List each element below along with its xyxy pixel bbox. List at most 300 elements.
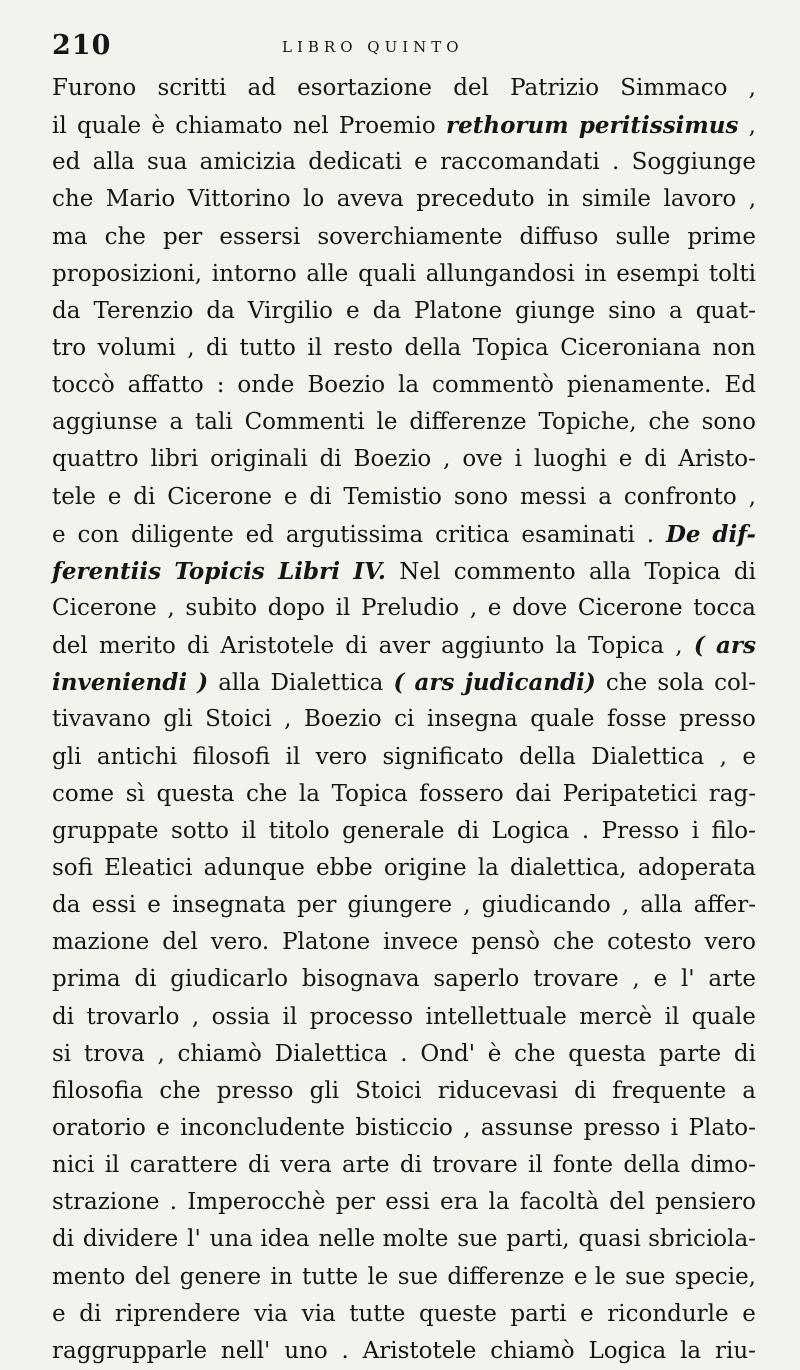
word: tutte [349,1300,406,1327]
word: merito [98,633,176,660]
word: dialettica, [510,854,627,881]
word: di [733,1040,756,1067]
word: il [52,113,67,140]
word: come [52,780,115,807]
word: era [440,1189,479,1216]
word: Dialettica [274,1040,388,1067]
text-line [52,330,756,367]
word: del [453,75,489,101]
word: differenze [409,409,527,436]
word: Cicerone [167,483,272,510]
word: e [742,743,756,770]
word: non [712,334,756,361]
word: Commenti [244,409,365,436]
word: adoperata [637,854,756,881]
word: ebbe [316,854,373,881]
word: Mario [105,186,176,213]
word: e le [573,1263,616,1290]
word: giungere [347,892,453,919]
word: e [580,1300,594,1327]
word: e [156,1114,170,1141]
text-line [52,776,756,813]
word: di [134,966,157,993]
word: Stoici [355,1077,422,1104]
word: le [367,1263,389,1290]
word: pensò [471,929,541,956]
word: le [376,409,398,436]
word: rag- [708,780,756,807]
word: , [157,1040,165,1067]
word: di [399,1152,422,1179]
word: fossero [419,780,504,807]
word: dove [512,594,568,621]
word: uno [284,1337,328,1364]
word: Virgilio [247,297,333,324]
word: pienamente. [566,372,712,399]
word: alla [92,149,135,176]
running-title: LIBRO QUINTO [282,38,464,56]
word: il [307,334,323,361]
word: generale [342,817,445,844]
word: del [609,1189,645,1216]
word: prime [687,223,756,250]
word: la [680,1337,702,1364]
word: Ond' [420,1040,476,1067]
word: , [748,75,756,101]
word: gli [309,1077,340,1104]
word: strazione [52,1189,160,1216]
word: presso [583,1114,661,1141]
word: Logica [588,1337,667,1364]
word: essersi [219,223,301,250]
word: Platone [282,929,371,956]
word: essi [385,1189,430,1216]
text-line [52,219,756,256]
word: , [463,892,471,919]
text-line [52,404,756,441]
word: Aristotele [220,633,335,660]
word: raccomandati [440,149,600,176]
word: che [52,186,94,213]
word: tolti [708,260,756,287]
word: titolo [268,817,330,844]
word: saperlo [433,966,520,993]
word: sue [457,1226,498,1253]
word: una idea [209,1226,310,1253]
word: il [664,1003,680,1030]
word: queste [419,1300,497,1327]
word: via [301,1300,336,1327]
word: Presso [601,817,680,844]
word: preceduto [416,186,535,213]
word: dedicati [308,149,402,176]
word: dif- [712,520,756,548]
word: inveniendi [52,669,188,697]
word: Topica [472,334,549,361]
word: riu- [714,1337,756,1364]
word: presso [216,1077,294,1104]
word: per [297,892,337,919]
word: assunse [480,1114,574,1141]
word: Topica [587,633,665,660]
word: Topiche, [538,409,637,436]
word: e [345,297,360,324]
word: Peripatetici [562,780,698,807]
word: Logica [491,817,570,844]
word: origine [383,854,467,881]
word: . [400,1040,408,1067]
word: di [733,558,756,585]
word: in [270,1263,293,1290]
word: Cicerone [52,594,157,621]
word: libri [150,446,199,473]
word: Preludio [360,594,460,621]
word: trovare [533,966,619,993]
word: Topica [331,780,408,807]
word: la [298,780,320,807]
word: in [584,260,607,287]
text-line [52,1259,756,1296]
word: quattro [52,446,139,473]
word: giudicando [481,892,611,919]
word: argutissima [285,521,424,548]
word: invece [383,929,459,956]
text-line [52,1073,756,1110]
word: vero [315,743,368,770]
word: fonte [553,1152,614,1179]
word: di [52,1226,75,1253]
text-line [52,256,756,293]
word: lo [303,186,325,213]
text-line [52,813,756,850]
word: . [646,521,655,548]
word: e [742,1300,756,1327]
word: facoltà [519,1189,600,1216]
word: la [398,372,420,399]
word: trovare [432,1152,518,1179]
word: via [253,1300,288,1327]
word: tocca [693,594,756,621]
text-line [52,627,756,664]
word: l' [680,966,695,993]
word: Proemio [338,113,436,140]
word: di [457,817,480,844]
word: la [477,854,499,881]
word: filo- [711,817,756,844]
word: che [605,670,648,697]
word: Furono [52,75,137,101]
word: dopo [267,594,325,621]
word: del [52,633,88,660]
word: sua [147,149,188,176]
word: di [319,446,342,473]
word: vero. [210,929,270,956]
word: , [675,633,683,660]
word: arte [708,966,756,993]
word: filosofia [52,1077,144,1104]
word: tivavano [52,706,151,733]
word: Soggiunge [631,149,756,176]
word: a [169,409,184,436]
word: giunge [515,297,596,324]
word: ossia [211,1003,271,1030]
word: Vittorino [187,186,291,213]
word: di [133,483,156,510]
word: , [191,1003,200,1030]
word: tutto [239,334,296,361]
text-line [52,516,756,553]
word: significato [382,743,504,770]
word: in [547,186,570,213]
word: fosse [607,706,667,733]
word: Imperocchè [187,1189,326,1216]
word: Dialettica [270,670,384,697]
word: allungandosi [425,260,575,287]
word: che [159,1077,201,1104]
word: aveva [336,186,404,213]
word: ma [52,223,88,250]
word: a [742,1077,756,1104]
word: toccò [52,372,115,399]
word: trova [83,1040,145,1067]
word: sue [625,1263,666,1290]
word: dai [515,780,552,807]
word: , [621,892,630,919]
word: sue [397,1263,438,1290]
word: giudicarlo [170,966,289,993]
word: Ed [724,372,756,399]
text-line [52,961,756,998]
word: il [527,1152,543,1179]
word: alla [640,892,683,919]
word: esempi [616,260,700,287]
word: Boezio [353,446,432,473]
word: Dialettica [591,743,705,770]
word: esortazione [297,75,433,101]
word: nell' [220,1337,271,1364]
word: chiamò [177,1040,262,1067]
word: col- [714,670,756,697]
word: ad [247,75,276,101]
word: mazione [52,929,150,956]
word: bisognava [301,966,420,993]
word: gli [52,743,82,770]
text-line [52,1333,756,1370]
word: quale [76,113,142,140]
text-line [52,1110,756,1147]
word: i [691,817,700,844]
word: commentò [432,372,554,399]
word: la [488,1189,510,1216]
word: critica [435,521,510,548]
word: di [205,334,229,361]
word: quali [358,260,417,287]
word: che [514,1040,556,1067]
text-line [52,1184,756,1221]
word: cotesto [607,929,692,956]
word: di [52,1003,75,1030]
word: quasi sbriciola- [578,1226,756,1253]
word: Boezio [307,372,386,399]
word: , [632,966,640,993]
word: questa [156,780,235,807]
word: chiamato [175,113,283,140]
word: il [335,594,351,621]
text-line [52,999,756,1036]
text-line [52,1296,756,1333]
word: commento [453,558,576,585]
word: Ciceroniana [560,334,701,361]
text-line [52,590,756,627]
word: , [748,113,756,140]
word: confronto [623,483,737,510]
word: della [623,1152,681,1179]
word: dimo- [690,1152,756,1179]
word: simile [581,186,652,213]
word: , [748,186,756,213]
word: i [514,446,523,473]
word: insegnata [172,892,286,919]
word: a [668,297,683,324]
word: tutte [301,1263,359,1290]
word: sì [125,780,145,807]
word: , [469,594,478,621]
word: aver [378,633,430,660]
word: tali [195,409,233,436]
word: essi [91,892,137,919]
word: a [598,483,613,510]
word: rethorum [445,112,569,140]
word: Aristotele [362,1337,477,1364]
text-line [52,441,756,478]
word: , [719,743,727,770]
text-line [52,887,756,924]
word: sotto [171,817,230,844]
word: ricondurle [607,1300,729,1327]
word: aggiunto [441,633,545,660]
word: è [487,1040,502,1067]
word: alla [218,670,261,697]
word: ars [715,632,756,660]
word: dividere [82,1226,179,1253]
text-line [52,739,756,776]
word: ed [245,521,274,548]
word: ( [693,632,705,660]
word: vera [280,1152,332,1179]
word: e [414,149,428,176]
word: : [216,372,225,399]
word: frequente [612,1077,727,1104]
word: Stoici [205,706,272,733]
text-line [52,924,756,961]
word: tele [52,483,96,510]
word: esaminati [521,521,635,548]
word: i [670,1114,679,1141]
word: Topicis [174,557,265,585]
word: messi [520,483,587,510]
text-line [52,1221,756,1258]
word: l' [187,1226,201,1253]
word: subito [185,594,258,621]
word: sino [608,297,656,324]
word: originali [210,446,308,473]
word: onde [237,372,295,399]
word: Topica [644,558,721,585]
word: carattere [129,1152,238,1179]
word: ferentiis [52,557,162,585]
word: judicandi) [464,669,596,697]
word: ) [197,669,209,697]
word: il [285,743,301,770]
word: Temistio [343,483,442,510]
word: Boezio [303,706,382,733]
page-header [52,28,756,68]
word: della [404,334,462,361]
word: parte [658,1040,722,1067]
word: . [169,1189,178,1216]
word: che [246,780,288,807]
word: Patrizio [510,75,600,101]
word: da [206,297,235,324]
word: . [341,1337,349,1364]
word: antichi [96,743,178,770]
word: gruppate [52,817,159,844]
word: , [748,483,756,510]
word: presso [679,706,756,733]
word: e [107,483,122,510]
word: ci [394,706,415,733]
word: lavoro [663,186,737,213]
word: intellettuale [425,1003,567,1030]
word: nici [52,1152,95,1179]
word: parti [510,1300,567,1327]
word: De [665,520,701,548]
word: prima [52,966,121,993]
word: questa [568,1040,647,1067]
word: di [345,633,368,660]
word: tro [52,334,87,361]
word: che [648,409,690,436]
word: della [519,743,576,770]
word: e [283,483,298,510]
word: proposizioni, [52,260,203,287]
word: Aristo- [678,446,756,473]
word: processo [309,1003,414,1030]
word: Plato- [688,1114,756,1141]
word: Libri [278,557,340,585]
word: da [52,297,81,324]
word: intorno [211,260,297,287]
word: inconcludente [180,1114,345,1141]
word: da [52,892,81,919]
word: che [552,929,595,956]
word: di [187,633,210,660]
word: e [487,594,502,621]
word: il [241,817,257,844]
word: genere [179,1263,262,1290]
word: riprendere [114,1300,241,1327]
word: , [463,1114,471,1141]
word: del [162,929,198,956]
word: Platone [414,297,503,324]
word: , [443,446,451,473]
word: mercè [579,1003,653,1030]
word: IV. [353,557,386,585]
word: adunque [203,854,305,881]
text-line [52,70,756,107]
text-line [52,1036,756,1073]
word: luoghi [533,446,607,473]
